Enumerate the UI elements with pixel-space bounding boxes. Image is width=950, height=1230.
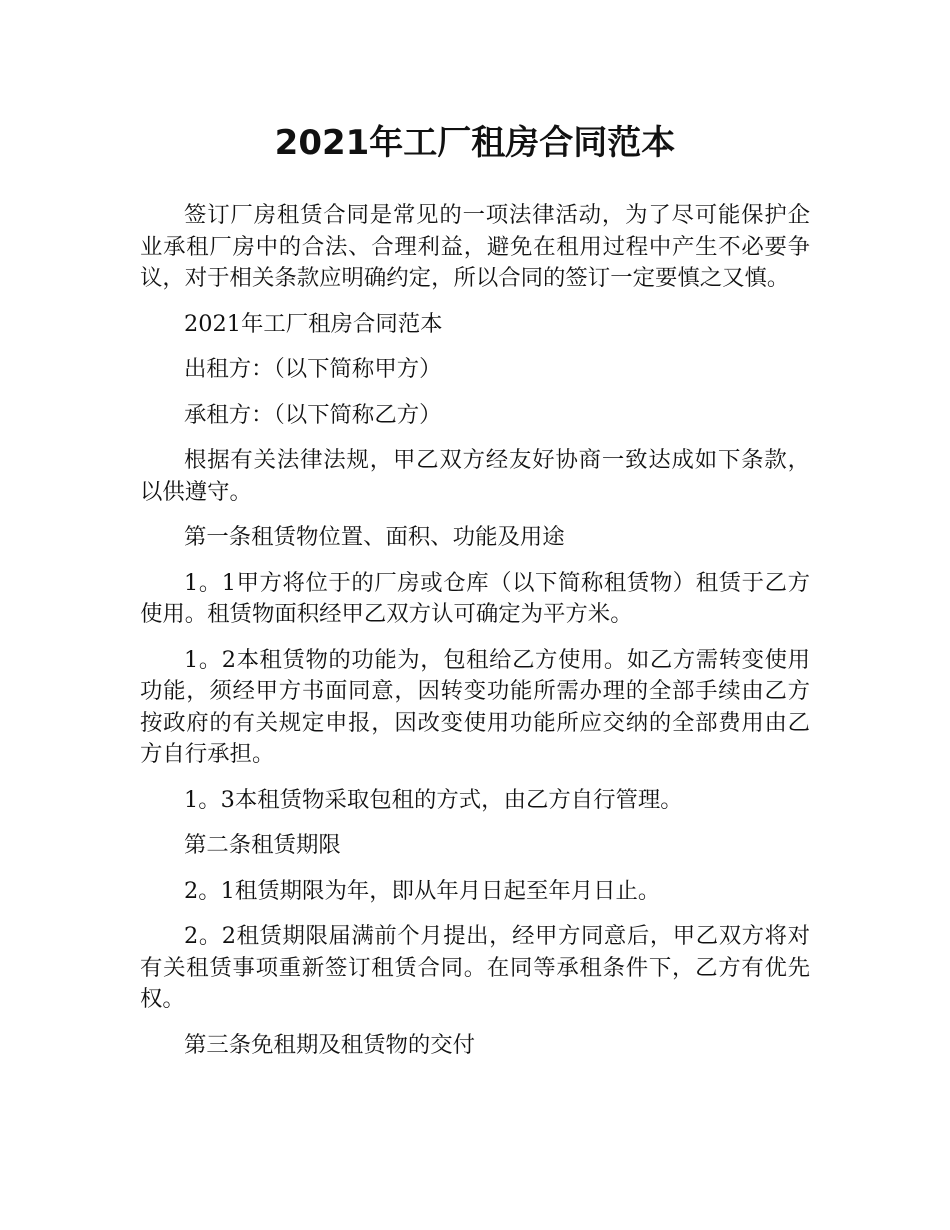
paragraph-subtitle: 2021年工厂租房合同范本 [184, 310, 443, 337]
section-heading-1: 第一条租赁物位置、面积、功能及用途 [184, 524, 565, 550]
section-heading-3: 第三条免租期及租赁物的交付 [184, 1031, 476, 1058]
clause-1-2: 1。2本租赁物的功能为，包租给乙方使用。如乙方需转变使用功能，须经甲方书面同意，因转变功能所需办理的全部手续由乙方按政府的有关规定申报，因改变使用功能所应交纳的全部费用由乙方自行承担。 [140, 646, 810, 767]
clause-2-2: 2。2租赁期限届满前个月提出，经甲方同意后，甲乙双方将对有关租赁事项重新签订租赁合同。在同等承租条件下，乙方有优先权。 [140, 923, 810, 1012]
paragraph-preamble: 根据有关法律法规，甲乙双方经友好协商一致达成如下条款，以供遵守。 [140, 447, 810, 505]
paragraph-lessee: 承租方：（以下简称乙方） [184, 401, 442, 428]
paragraph-lessor: 出租方：（以下简称甲方） [184, 356, 442, 382]
paragraph-intro: 签订厂房租赁合同是常见的一项法律活动，为了尽可能保护企业承租厂房中的合法、合理利益，避免在租用过程中产生不必要争议，对于相关条款应明确约定，所以合同的签订一定要慎之又慎。 [140, 202, 810, 291]
document-body [140, 200, 810, 1075]
section-heading-2: 第二条租赁期限 [184, 832, 341, 858]
document-title: 2021年工厂租房合同范本 [274, 123, 676, 163]
clause-2-1: 2。1租赁期限为年，即从年月日起至年月日止。 [184, 877, 661, 904]
clause-1-1: 1。1甲方将位于的厂房或仓库（以下简称租赁物）租赁于乙方使用。租赁物面积经甲乙双方认可确定为平方米。 [140, 569, 810, 627]
clause-1-3: 1。3本租赁物采取包租的方式，由乙方自行管理。 [184, 786, 683, 813]
